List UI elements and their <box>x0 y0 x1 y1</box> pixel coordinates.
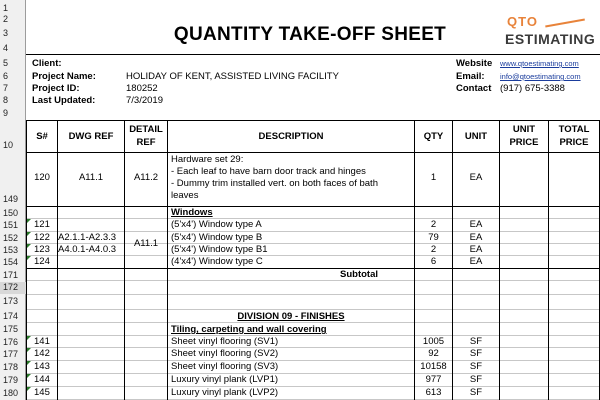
last-updated-value[interactable]: 7/3/2019 <box>126 95 163 106</box>
cell-description[interactable]: (5'x4') Window type A <box>171 219 262 230</box>
pencil-icon <box>545 19 585 27</box>
col-header-total-price[interactable]: TOTAL <box>558 124 590 135</box>
cell-unit[interactable]: EA <box>469 256 483 267</box>
row-rule <box>26 206 600 207</box>
contact-label: Contact <box>456 83 492 94</box>
row-number[interactable]: 153 <box>3 245 19 255</box>
table-header-rule <box>26 152 600 153</box>
cell-detail-ref[interactable]: A11.2 <box>133 172 159 183</box>
cell-sno[interactable]: 120 <box>34 172 50 183</box>
cell-sno[interactable]: 142 <box>34 348 50 359</box>
comment-marker <box>27 348 31 352</box>
sheet-title: QUANTITY TAKE-OFF SHEET <box>173 24 447 45</box>
cell-detail-ref[interactable]: A11.1 <box>133 238 159 249</box>
cell-dwg-ref[interactable]: A11.1 <box>78 172 104 183</box>
client-label: Client: <box>32 58 62 69</box>
website-link[interactable]: www.qtoestimating.com <box>500 59 579 68</box>
comment-marker <box>27 256 31 260</box>
table-top-rule <box>26 120 600 121</box>
row-number[interactable]: 176 <box>3 337 19 347</box>
website-label: Website <box>456 58 493 69</box>
row-rule <box>26 218 600 219</box>
cell-unit[interactable]: EA <box>469 219 483 230</box>
row-number[interactable]: 151 <box>3 220 19 230</box>
section-heading-windows[interactable]: Windows <box>171 207 213 218</box>
cell-unit[interactable]: EA <box>469 244 483 255</box>
header-rule <box>26 54 600 55</box>
row-number[interactable]: 4 <box>3 43 9 53</box>
row-rule <box>26 322 600 323</box>
comment-marker <box>27 232 31 236</box>
logo-text-qto: QTO <box>507 14 538 29</box>
col-header-qty[interactable]: QTY <box>423 131 444 142</box>
row-rule <box>26 335 600 336</box>
cell-sno[interactable]: 121 <box>34 219 50 230</box>
row-rule <box>26 268 600 269</box>
row-rule <box>26 347 600 348</box>
col-header-unit-price-2[interactable]: PRICE <box>509 137 539 148</box>
row-number[interactable]: 173 <box>3 296 19 306</box>
cell-description[interactable]: - Dummy trim installed vert. on both faces of bath <box>171 178 378 189</box>
col-rule <box>167 120 168 400</box>
col-header-total-price-2[interactable]: PRICE <box>559 137 589 148</box>
cell-sno[interactable]: 143 <box>34 361 50 372</box>
row-number[interactable]: 180 <box>3 388 19 398</box>
email-label: Email: <box>456 71 485 82</box>
project-name-value[interactable]: HOLIDAY OF KENT, ASSISTED LIVING FACILITY <box>126 71 339 82</box>
col-rule <box>26 120 27 400</box>
col-header-unit-price[interactable]: UNIT <box>512 124 536 135</box>
col-header-description[interactable]: DESCRIPTION <box>258 131 324 142</box>
cell-qty[interactable]: 79 <box>428 232 439 243</box>
row-rule <box>26 386 600 387</box>
project-name-label: Project Name: <box>32 71 96 82</box>
cell-description[interactable]: Hardware set 29: <box>171 154 244 165</box>
row-header-column <box>0 0 26 400</box>
row-number[interactable]: 2 <box>3 14 9 24</box>
cell-sno[interactable]: 144 <box>34 374 50 385</box>
row-number[interactable]: 175 <box>3 324 19 334</box>
cell-description[interactable]: Sheet vinyl flooring (SV2) <box>171 348 279 359</box>
project-id-label: Project ID: <box>32 83 80 94</box>
col-header-ref[interactable]: REF <box>136 137 156 148</box>
qto-logo <box>505 14 597 56</box>
row-number[interactable]: 154 <box>3 257 19 267</box>
row-number[interactable]: 10 <box>3 140 14 150</box>
row-rule <box>26 255 600 256</box>
row-rule <box>26 373 600 374</box>
cell-description[interactable]: (4'x4') Window type C <box>171 256 263 267</box>
cell-description[interactable]: (5'x4') Window type B <box>171 232 263 243</box>
row-number[interactable]: 6 <box>3 71 9 81</box>
cell-dwg-ref[interactable]: A4.0.1-A4.0.3 <box>58 244 117 255</box>
row-number[interactable]: 9 <box>3 108 9 118</box>
cell-sno[interactable]: 124 <box>34 256 50 267</box>
cell-qty[interactable]: 977 <box>425 374 442 385</box>
last-updated-label: Last Updated: <box>32 95 96 106</box>
cell-sno[interactable]: 122 <box>34 232 50 243</box>
cell-qty[interactable]: 2 <box>430 219 437 230</box>
cell-sno[interactable]: 141 <box>34 336 50 347</box>
cell-sno[interactable]: 145 <box>34 387 50 398</box>
logo-text-estimating: ESTIMATING <box>505 31 596 47</box>
cell-description[interactable]: Luxury vinyl plank (LVP2) <box>171 387 279 398</box>
contact-value[interactable]: (917) 675-3388 <box>500 83 565 94</box>
row-number[interactable]: 1 <box>3 3 9 13</box>
cell-description[interactable]: Sheet vinyl flooring (SV1) <box>171 336 279 347</box>
row-number[interactable]: 178 <box>3 362 19 372</box>
comment-marker <box>27 387 31 391</box>
cell-description[interactable]: Sheet vinyl flooring (SV3) <box>171 361 279 372</box>
division-heading[interactable]: DIVISION 09 - FINISHES <box>237 311 345 322</box>
row-number[interactable]: 8 <box>3 95 9 105</box>
col-header-sno[interactable]: S# <box>36 131 48 142</box>
row-number[interactable]: 179 <box>3 375 19 385</box>
comment-marker <box>27 244 31 248</box>
subtotal-label: Subtotal <box>340 269 378 280</box>
cell-description[interactable]: (5'x4') Window type B1 <box>171 244 268 255</box>
comment-marker <box>27 336 31 340</box>
email-link[interactable]: info@qtoestimating.com <box>500 72 581 81</box>
cell-qty[interactable]: 1005 <box>422 336 445 347</box>
row-number[interactable]: 7 <box>3 83 9 93</box>
cell-qty[interactable]: 2 <box>430 244 437 255</box>
cell-qty[interactable]: 10158 <box>420 361 447 372</box>
row-number[interactable]: 152 <box>3 233 19 243</box>
cell-description[interactable]: Luxury vinyl plank (LVP1) <box>171 374 279 385</box>
col-header-unit[interactable]: UNIT <box>464 131 488 142</box>
row-rule <box>26 360 600 361</box>
cell-dwg-ref[interactable]: A2.1.1-A2.3.3 <box>58 232 117 243</box>
row-number[interactable]: 5 <box>3 58 9 68</box>
row-number[interactable]: 177 <box>3 349 19 359</box>
cell-qty[interactable]: 613 <box>425 387 442 398</box>
cell-unit[interactable]: SF <box>469 387 483 398</box>
col-rule <box>57 120 58 400</box>
col-rule <box>548 120 549 400</box>
row-rule <box>26 294 600 295</box>
comment-marker <box>27 374 31 378</box>
row-number[interactable]: 174 <box>3 311 19 321</box>
cell-unit[interactable]: SF <box>469 336 483 347</box>
project-id-value[interactable]: 180252 <box>126 83 158 94</box>
cell-unit[interactable]: EA <box>469 232 483 243</box>
comment-marker <box>27 361 31 365</box>
cell-qty[interactable]: 6 <box>430 256 437 267</box>
col-header-dwg-ref[interactable]: DWG REF <box>68 131 114 142</box>
cell-unit[interactable]: SF <box>469 374 483 385</box>
row-number[interactable]: 149 <box>3 194 19 204</box>
cell-sno[interactable]: 123 <box>34 244 50 255</box>
cell-qty[interactable]: 92 <box>428 348 439 359</box>
section-heading-tiling[interactable]: Tiling, carpeting and wall covering <box>171 324 327 335</box>
row-rule <box>26 280 600 281</box>
row-number[interactable]: 150 <box>3 208 19 218</box>
comment-marker <box>27 219 31 223</box>
col-rule <box>124 120 125 400</box>
cell-unit[interactable]: EA <box>469 172 483 183</box>
row-rule <box>26 309 600 310</box>
row-number[interactable]: 3 <box>3 28 9 38</box>
cell-qty[interactable]: 1 <box>430 172 437 183</box>
cell-description[interactable]: - Each leaf to have barn door track and hinges <box>171 166 366 177</box>
row-number-selected[interactable]: 172 <box>0 282 26 294</box>
cell-description[interactable]: leaves <box>171 190 199 201</box>
col-rule <box>499 120 500 400</box>
cell-unit[interactable]: SF <box>469 348 483 359</box>
row-number[interactable]: 171 <box>3 270 19 280</box>
cell-unit[interactable]: SF <box>469 361 483 372</box>
col-header-detail[interactable]: DETAIL <box>129 124 163 135</box>
